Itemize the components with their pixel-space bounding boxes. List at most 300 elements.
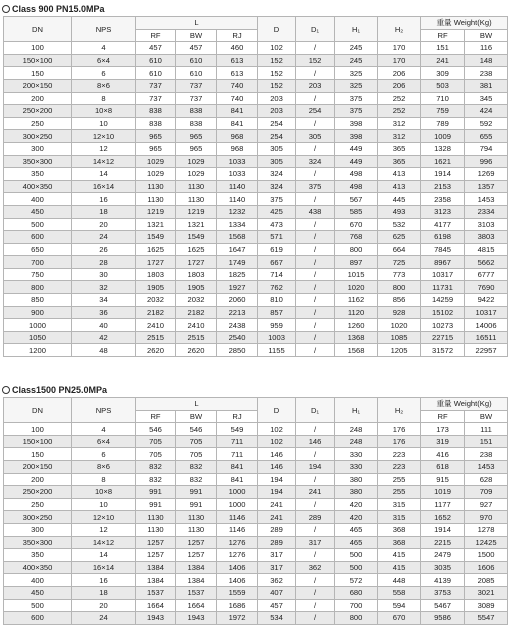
cell-l-rj: 1568	[217, 231, 258, 244]
header-dn: DN	[4, 398, 72, 423]
cell-l-rj: 1825	[217, 268, 258, 281]
cell-l-bw: 1321	[176, 218, 217, 231]
cell-d1: /	[296, 218, 335, 231]
cell-d1: /	[296, 42, 335, 55]
cell-weight-bw: 970	[465, 511, 508, 524]
cell-h1: 800	[335, 612, 378, 625]
cell-d: 305	[258, 155, 296, 168]
cell-d1: /	[296, 67, 335, 80]
cell-d1: /	[296, 612, 335, 625]
cell-d1: 254	[296, 105, 335, 118]
cell-d: 152	[258, 67, 296, 80]
cell-d: 619	[258, 243, 296, 256]
cell-l-rj: 1749	[217, 256, 258, 269]
cell-h1: 1020	[335, 281, 378, 294]
cell-d1: 194	[296, 461, 335, 474]
cell-dn: 100	[4, 42, 72, 55]
cell-h2: 415	[378, 549, 421, 562]
cell-weight-bw: 7690	[465, 281, 508, 294]
cell-d1: /	[296, 448, 335, 461]
cell-l-rf: 838	[136, 117, 176, 130]
cell-l-rj: 1686	[217, 599, 258, 612]
cell-d1: 241	[296, 486, 335, 499]
cell-h1: 680	[335, 586, 378, 599]
cell-weight-bw: 1269	[465, 168, 508, 181]
cell-l-rj: 711	[217, 448, 258, 461]
cell-d1: /	[296, 168, 335, 181]
cell-l-rf: 2410	[136, 319, 176, 332]
table-row	[4, 498, 508, 511]
header-l: L	[136, 17, 258, 30]
table-row	[4, 511, 508, 524]
cell-weight-rf: 10273	[421, 319, 465, 332]
cell-l-bw: 1537	[176, 586, 217, 599]
table-row	[4, 306, 508, 319]
header-l-rj: RJ	[217, 410, 258, 423]
cell-l-rf: 1905	[136, 281, 176, 294]
cell-dn: 250×200	[4, 486, 72, 499]
cell-h2: 223	[378, 448, 421, 461]
cell-l-rf: 1257	[136, 536, 176, 549]
cell-l-rj: 1146	[217, 511, 258, 524]
cell-l-rj: 1647	[217, 243, 258, 256]
cell-l-bw: 1384	[176, 561, 217, 574]
cell-weight-rf: 2153	[421, 180, 465, 193]
cell-d1: /	[296, 586, 335, 599]
cell-h2: 315	[378, 511, 421, 524]
cell-weight-rf: 1019	[421, 486, 465, 499]
cell-l-rj: 1033	[217, 168, 258, 181]
cell-d: 810	[258, 294, 296, 307]
cell-nps: 20	[72, 599, 136, 612]
cell-weight-bw: 151	[465, 435, 508, 448]
cell-dn: 150	[4, 67, 72, 80]
header-l: L	[136, 398, 258, 411]
header-l-rj: RJ	[217, 29, 258, 42]
cell-h2: 365	[378, 155, 421, 168]
cell-h1: 248	[335, 423, 378, 436]
cell-l-bw: 2182	[176, 306, 217, 319]
cell-nps: 12×10	[72, 130, 136, 143]
cell-weight-rf: 1009	[421, 130, 465, 143]
cell-h1: 465	[335, 536, 378, 549]
header-dn: DN	[4, 17, 72, 42]
cell-d: 762	[258, 281, 296, 294]
cell-l-bw: 1803	[176, 268, 217, 281]
cell-h2: 445	[378, 193, 421, 206]
cell-d1: 324	[296, 155, 335, 168]
cell-d: 241	[258, 498, 296, 511]
cell-h1: 398	[335, 130, 378, 143]
cell-weight-bw: 628	[465, 473, 508, 486]
cell-l-rj: 1232	[217, 205, 258, 218]
cell-dn: 300×250	[4, 511, 72, 524]
cell-weight-rf: 789	[421, 117, 465, 130]
cell-weight-rf: 3123	[421, 205, 465, 218]
cell-l-bw: 1130	[176, 193, 217, 206]
cell-d1: /	[296, 306, 335, 319]
cell-weight-rf: 2215	[421, 536, 465, 549]
header-d: D	[258, 17, 296, 42]
cell-weight-bw: 2334	[465, 205, 508, 218]
header-l-bw: BW	[176, 29, 217, 42]
cell-nps: 34	[72, 294, 136, 307]
cell-h1: 572	[335, 574, 378, 587]
cell-weight-rf: 710	[421, 92, 465, 105]
cell-weight-bw: 996	[465, 155, 508, 168]
cell-l-rf: 610	[136, 67, 176, 80]
table-row	[4, 155, 508, 168]
cell-d1: /	[296, 117, 335, 130]
cell-h2: 413	[378, 168, 421, 181]
cell-h2: 856	[378, 294, 421, 307]
header-d1: D₁	[296, 17, 335, 42]
cell-dn: 450	[4, 205, 72, 218]
table-row	[4, 523, 508, 536]
cell-l-rj: 740	[217, 79, 258, 92]
cell-l-rf: 737	[136, 92, 176, 105]
table1	[3, 16, 508, 357]
table-row	[4, 205, 508, 218]
cell-h1: 380	[335, 486, 378, 499]
cell-d: 1155	[258, 344, 296, 357]
cell-h2: 176	[378, 435, 421, 448]
cell-dn: 100	[4, 423, 72, 436]
cell-weight-rf: 1621	[421, 155, 465, 168]
cell-h1: 420	[335, 498, 378, 511]
cell-l-rf: 832	[136, 461, 176, 474]
cell-weight-rf: 173	[421, 423, 465, 436]
cell-l-bw: 1664	[176, 599, 217, 612]
cell-dn: 600	[4, 231, 72, 244]
table-row	[4, 54, 508, 67]
cell-l-bw: 1727	[176, 256, 217, 269]
cell-dn: 1000	[4, 319, 72, 332]
cell-l-bw: 1130	[176, 180, 217, 193]
cell-d1: /	[296, 92, 335, 105]
cell-weight-bw: 1278	[465, 523, 508, 536]
cell-h1: 1120	[335, 306, 378, 319]
cell-h2: 448	[378, 574, 421, 587]
cell-d1: 375	[296, 180, 335, 193]
cell-l-rf: 1130	[136, 180, 176, 193]
table-row	[4, 599, 508, 612]
cell-l-rj: 1276	[217, 549, 258, 562]
cell-d: 241	[258, 511, 296, 524]
cell-h2: 206	[378, 67, 421, 80]
header-l-bw: BW	[176, 410, 217, 423]
cell-d: 203	[258, 92, 296, 105]
cell-l-rj: 841	[217, 117, 258, 130]
table-row	[4, 461, 508, 474]
cell-d: 571	[258, 231, 296, 244]
cell-weight-bw: 10317	[465, 306, 508, 319]
cell-d: 534	[258, 612, 296, 625]
cell-l-rj: 1334	[217, 218, 258, 231]
cell-l-bw: 991	[176, 486, 217, 499]
cell-nps: 42	[72, 331, 136, 344]
cell-h2: 664	[378, 243, 421, 256]
table-row	[4, 268, 508, 281]
cell-nps: 10×8	[72, 105, 136, 118]
cell-weight-rf: 915	[421, 473, 465, 486]
cell-nps: 8	[72, 92, 136, 105]
cell-l-bw: 1029	[176, 168, 217, 181]
cell-nps: 24	[72, 231, 136, 244]
cell-h1: 897	[335, 256, 378, 269]
cell-l-rf: 1537	[136, 586, 176, 599]
cell-d1: /	[296, 331, 335, 344]
cell-l-rf: 705	[136, 448, 176, 461]
cell-weight-rf: 618	[421, 461, 465, 474]
cell-weight-bw: 1500	[465, 549, 508, 562]
cell-l-rj: 549	[217, 423, 258, 436]
cell-h2: 368	[378, 523, 421, 536]
cell-weight-bw: 22957	[465, 344, 508, 357]
cell-dn: 900	[4, 306, 72, 319]
cell-l-rf: 1029	[136, 168, 176, 181]
cell-l-rj: 841	[217, 105, 258, 118]
cell-dn: 300	[4, 523, 72, 536]
cell-dn: 850	[4, 294, 72, 307]
table-row	[4, 231, 508, 244]
cell-d: 857	[258, 306, 296, 319]
cell-l-rf: 832	[136, 473, 176, 486]
cell-weight-bw: 5662	[465, 256, 508, 269]
cell-l-bw: 1943	[176, 612, 217, 625]
cell-l-rj: 711	[217, 435, 258, 448]
cell-l-rj: 1000	[217, 486, 258, 499]
cell-h2: 255	[378, 486, 421, 499]
cell-weight-rf: 309	[421, 67, 465, 80]
cell-nps: 8×6	[72, 79, 136, 92]
cell-h1: 465	[335, 523, 378, 536]
header-weight-bw: BW	[465, 410, 508, 423]
cell-nps: 6	[72, 67, 136, 80]
table-row	[4, 180, 508, 193]
cell-h1: 500	[335, 561, 378, 574]
cell-h2: 223	[378, 461, 421, 474]
cell-l-rj: 2438	[217, 319, 258, 332]
cell-l-rf: 991	[136, 486, 176, 499]
cell-l-rj: 1033	[217, 155, 258, 168]
cell-d: 152	[258, 54, 296, 67]
cell-h2: 1085	[378, 331, 421, 344]
cell-h1: 398	[335, 117, 378, 130]
cell-l-rf: 1943	[136, 612, 176, 625]
cell-d: 194	[258, 486, 296, 499]
cell-l-rj: 2060	[217, 294, 258, 307]
cell-d: 667	[258, 256, 296, 269]
cell-l-rf: 2515	[136, 331, 176, 344]
cell-d1: 305	[296, 130, 335, 143]
cell-h1: 449	[335, 142, 378, 155]
cell-dn: 400×350	[4, 180, 72, 193]
cell-dn: 500	[4, 218, 72, 231]
cell-l-rj: 1406	[217, 561, 258, 574]
cell-h1: 330	[335, 461, 378, 474]
cell-weight-bw: 1606	[465, 561, 508, 574]
cell-dn: 250×200	[4, 105, 72, 118]
cell-weight-bw: 794	[465, 142, 508, 155]
cell-weight-bw: 12425	[465, 536, 508, 549]
cell-d: 324	[258, 168, 296, 181]
cell-nps: 24	[72, 612, 136, 625]
cell-l-bw: 832	[176, 461, 217, 474]
cell-weight-bw: 592	[465, 117, 508, 130]
cell-l-rf: 1257	[136, 549, 176, 562]
cell-weight-rf: 416	[421, 448, 465, 461]
cell-nps: 6	[72, 448, 136, 461]
cell-weight-rf: 151	[421, 42, 465, 55]
cell-l-rj: 1927	[217, 281, 258, 294]
table-row	[4, 435, 508, 448]
cell-h1: 1260	[335, 319, 378, 332]
table-row	[4, 549, 508, 562]
cell-d1: /	[296, 344, 335, 357]
cell-d: 324	[258, 180, 296, 193]
cell-weight-rf: 7845	[421, 243, 465, 256]
table-row	[4, 574, 508, 587]
table-row	[4, 536, 508, 549]
cell-l-rf: 1625	[136, 243, 176, 256]
cell-d1: /	[296, 473, 335, 486]
cell-h1: 498	[335, 180, 378, 193]
cell-dn: 500	[4, 599, 72, 612]
table-row	[4, 130, 508, 143]
cell-weight-bw: 14006	[465, 319, 508, 332]
cell-weight-bw: 3103	[465, 218, 508, 231]
header-d: D	[258, 398, 296, 423]
table1-body	[4, 17, 508, 357]
cell-dn: 150×100	[4, 54, 72, 67]
cell-dn: 450	[4, 586, 72, 599]
cell-h2: 312	[378, 117, 421, 130]
cell-weight-rf: 22715	[421, 331, 465, 344]
cell-h2: 170	[378, 54, 421, 67]
table-row	[4, 448, 508, 461]
cell-dn: 250	[4, 498, 72, 511]
cell-weight-rf: 15102	[421, 306, 465, 319]
table-row	[4, 561, 508, 574]
cell-l-rf: 1130	[136, 511, 176, 524]
cell-d: 362	[258, 574, 296, 587]
cell-h1: 1162	[335, 294, 378, 307]
table-row	[4, 92, 508, 105]
cell-l-bw: 705	[176, 448, 217, 461]
cell-weight-bw: 1453	[465, 461, 508, 474]
cell-l-rf: 838	[136, 105, 176, 118]
cell-d: 375	[258, 193, 296, 206]
cell-h1: 245	[335, 54, 378, 67]
cell-l-rf: 1664	[136, 599, 176, 612]
cell-l-rj: 2213	[217, 306, 258, 319]
cell-d1: /	[296, 193, 335, 206]
cell-weight-rf: 759	[421, 105, 465, 118]
table-row	[4, 168, 508, 181]
cell-l-bw: 1625	[176, 243, 217, 256]
cell-d: 194	[258, 473, 296, 486]
cell-l-rj: 2850	[217, 344, 258, 357]
cell-l-bw: 1130	[176, 523, 217, 536]
cell-nps: 14	[72, 168, 136, 181]
table-row	[4, 473, 508, 486]
cell-d: 289	[258, 523, 296, 536]
cell-l-rj: 841	[217, 461, 258, 474]
cell-nps: 4	[72, 42, 136, 55]
cell-l-rj: 740	[217, 92, 258, 105]
cell-dn: 300	[4, 142, 72, 155]
cell-d1: /	[296, 574, 335, 587]
cell-l-rj: 1276	[217, 536, 258, 549]
cell-d: 317	[258, 561, 296, 574]
cell-l-rf: 1549	[136, 231, 176, 244]
table-row	[4, 79, 508, 92]
cell-nps: 32	[72, 281, 136, 294]
cell-h1: 325	[335, 67, 378, 80]
cell-l-rf: 2620	[136, 344, 176, 357]
cell-l-bw: 2410	[176, 319, 217, 332]
cell-l-rj: 1972	[217, 612, 258, 625]
cell-d1: /	[296, 498, 335, 511]
cell-dn: 400	[4, 193, 72, 206]
cell-h2: 413	[378, 180, 421, 193]
cell-d: 407	[258, 586, 296, 599]
cell-nps: 36	[72, 306, 136, 319]
table2	[3, 397, 508, 625]
cell-weight-rf: 2358	[421, 193, 465, 206]
table2-section	[0, 383, 510, 625]
table2-body	[4, 398, 508, 625]
cell-h1: 330	[335, 448, 378, 461]
cell-h2: 368	[378, 536, 421, 549]
cell-dn: 1050	[4, 331, 72, 344]
cell-weight-rf: 1914	[421, 523, 465, 536]
cell-d1: /	[296, 319, 335, 332]
cell-nps: 10	[72, 498, 136, 511]
cell-d1: /	[296, 599, 335, 612]
header-d1: D₁	[296, 398, 335, 423]
cell-d1: 289	[296, 511, 335, 524]
header-h1: H₁	[335, 17, 378, 42]
header-h2: H₂	[378, 17, 421, 42]
cell-nps: 30	[72, 268, 136, 281]
cell-l-bw: 1905	[176, 281, 217, 294]
header-weight-bw: BW	[465, 29, 508, 42]
cell-l-rf: 1130	[136, 523, 176, 536]
cell-l-rf: 2182	[136, 306, 176, 319]
cell-dn: 400×350	[4, 561, 72, 574]
cell-dn: 200	[4, 473, 72, 486]
cell-weight-bw: 381	[465, 79, 508, 92]
cell-nps: 10	[72, 117, 136, 130]
cell-dn: 150	[4, 448, 72, 461]
cell-dn: 200×150	[4, 461, 72, 474]
cell-h2: 170	[378, 42, 421, 55]
cell-d: 254	[258, 130, 296, 143]
cell-l-bw: 1257	[176, 536, 217, 549]
cell-weight-bw: 709	[465, 486, 508, 499]
cell-h1: 800	[335, 243, 378, 256]
cell-d1: /	[296, 281, 335, 294]
cell-l-bw: 610	[176, 54, 217, 67]
cell-l-rj: 460	[217, 42, 258, 55]
cell-l-rj: 2540	[217, 331, 258, 344]
cell-nps: 20	[72, 218, 136, 231]
cell-l-bw: 546	[176, 423, 217, 436]
cell-d: 289	[258, 536, 296, 549]
cell-weight-bw: 1453	[465, 193, 508, 206]
